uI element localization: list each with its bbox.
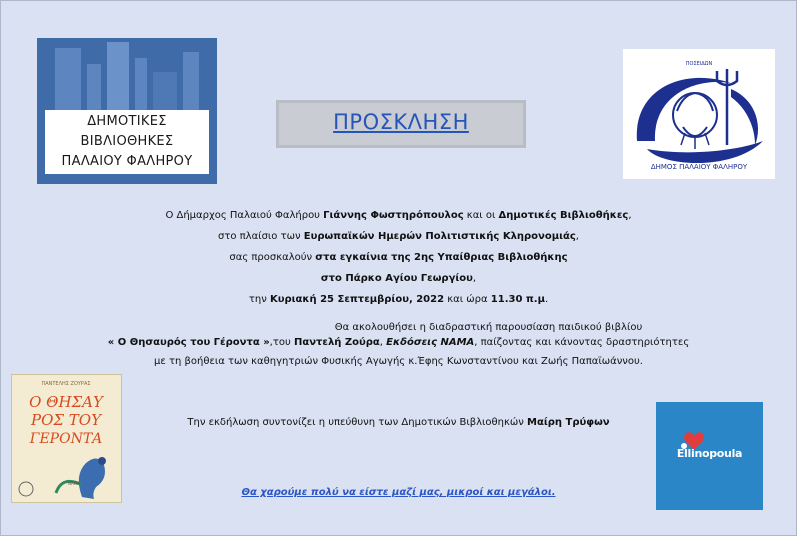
text: Θα ακολουθήσει η διαδραστική παρουσίαση παιδικού βιβλίου [334, 322, 643, 333]
venue: στο Πάρκο Αγίου Γεωργίου [320, 273, 473, 284]
closing-line: Θα χαρούμε πολύ να είστε μαζί μας, μικροί και μεγάλοι. [241, 487, 556, 498]
presentation-line-3 [0, 355, 797, 368]
book-title-1: Ο ΘΗΣΑΥ [29, 393, 103, 411]
presentation-line-1 [90, 321, 797, 334]
invitation-line-1 [0, 209, 797, 222]
book-author: ΠΑΝΤΕΛΗΣ ΖΟΥΡΑΣ [41, 381, 91, 387]
text: , [628, 210, 632, 221]
invitation-line-2 [0, 230, 797, 243]
presentation-line-2 [0, 336, 797, 349]
ellinopoula-label: Ellinopoula [676, 447, 743, 460]
mayor-name: Γιάννης Φωστηρόπουλος [323, 210, 464, 221]
text: , παίζοντας και κάνοντας δραστηριότητες [474, 337, 690, 348]
text: την [248, 294, 270, 305]
book-title: « Ο Θησαυρός του Γέροντα » [107, 337, 270, 348]
book-title-3: ΓΕΡΟΝΤΑ [29, 431, 103, 447]
book-publisher: ΝΑΜΑ [68, 481, 80, 486]
text: , [379, 337, 387, 348]
inauguration: στα εγκαίνια της 2ης Υπαίθριας Βιβλιοθήκης [315, 252, 568, 263]
library-logo [37, 38, 217, 184]
invitation-line-3 [0, 251, 797, 264]
page-title: ΠΡΟΣΚΛΗΣΗ [333, 110, 469, 134]
heritage-days: Ευρωπαϊκών Ημερών Πολιτιστικής Κληρονομιάς [303, 231, 576, 242]
text: . [544, 294, 549, 305]
libraries-name: Δημοτικές Βιβλιοθήκες [498, 210, 629, 221]
text: Ο Δήμαρχος Παλαιού Φαλήρου [165, 210, 324, 221]
invitation-line-5 [0, 293, 797, 306]
text: σας προσκαλούν [229, 252, 316, 263]
publisher-name: Εκδόσεις ΝΑΜΑ [386, 337, 475, 348]
text: και οι [463, 210, 499, 221]
poseidon-emblem-icon [623, 49, 775, 179]
event-date: Κυριακή 25 Σεπτεμβρίου, 2022 [269, 294, 445, 305]
municipality-logo-bottom: ΔΗΜΟΣ ΠΑΛΑΙΟΥ ΦΑΛΗΡΟΥ [650, 163, 748, 171]
library-logo-line3: ΠΑΛΑΙΟΥ ΦΑΛΗΡΟΥ [61, 154, 193, 169]
text: με τη βοήθεια των καθηγητριών Φυσικής Αγωγής κ.Έφης Κωνσταντίνου και Ζωής Παπαϊωάννου. [154, 356, 643, 367]
author-name: Παντελή Ζούρα [293, 337, 380, 348]
text: ,του [269, 337, 294, 348]
text: Την εκδήλωση συντονίζει η υπεύθυνη των Δημοτικών Βιβλιοθηκών [187, 417, 528, 428]
invitation-line-4 [0, 272, 797, 285]
text: , [575, 231, 579, 242]
library-logo-line1: ΔΗΜΟΤΙΚΕΣ [87, 114, 167, 129]
title-box [276, 100, 526, 148]
library-logo-line2: ΒΙΒΛΙΟΘΗΚΕΣ [80, 134, 174, 149]
municipality-logo-top: ΠΟΣΕΙΔΩΝ [685, 61, 713, 67]
book-title-2: ΡΟΣ ΤΟΥ [31, 411, 101, 429]
municipality-logo [623, 49, 775, 179]
book-cover-image [11, 374, 122, 503]
event-time: 11.30 π.μ [490, 294, 545, 305]
library-logo-textbox [45, 110, 209, 174]
text: στο πλαίσιο των [218, 231, 304, 242]
text: και ώρα [444, 294, 491, 305]
text: , [472, 273, 477, 284]
coordinator-name: Μαίρη Τρύφων [527, 417, 610, 428]
